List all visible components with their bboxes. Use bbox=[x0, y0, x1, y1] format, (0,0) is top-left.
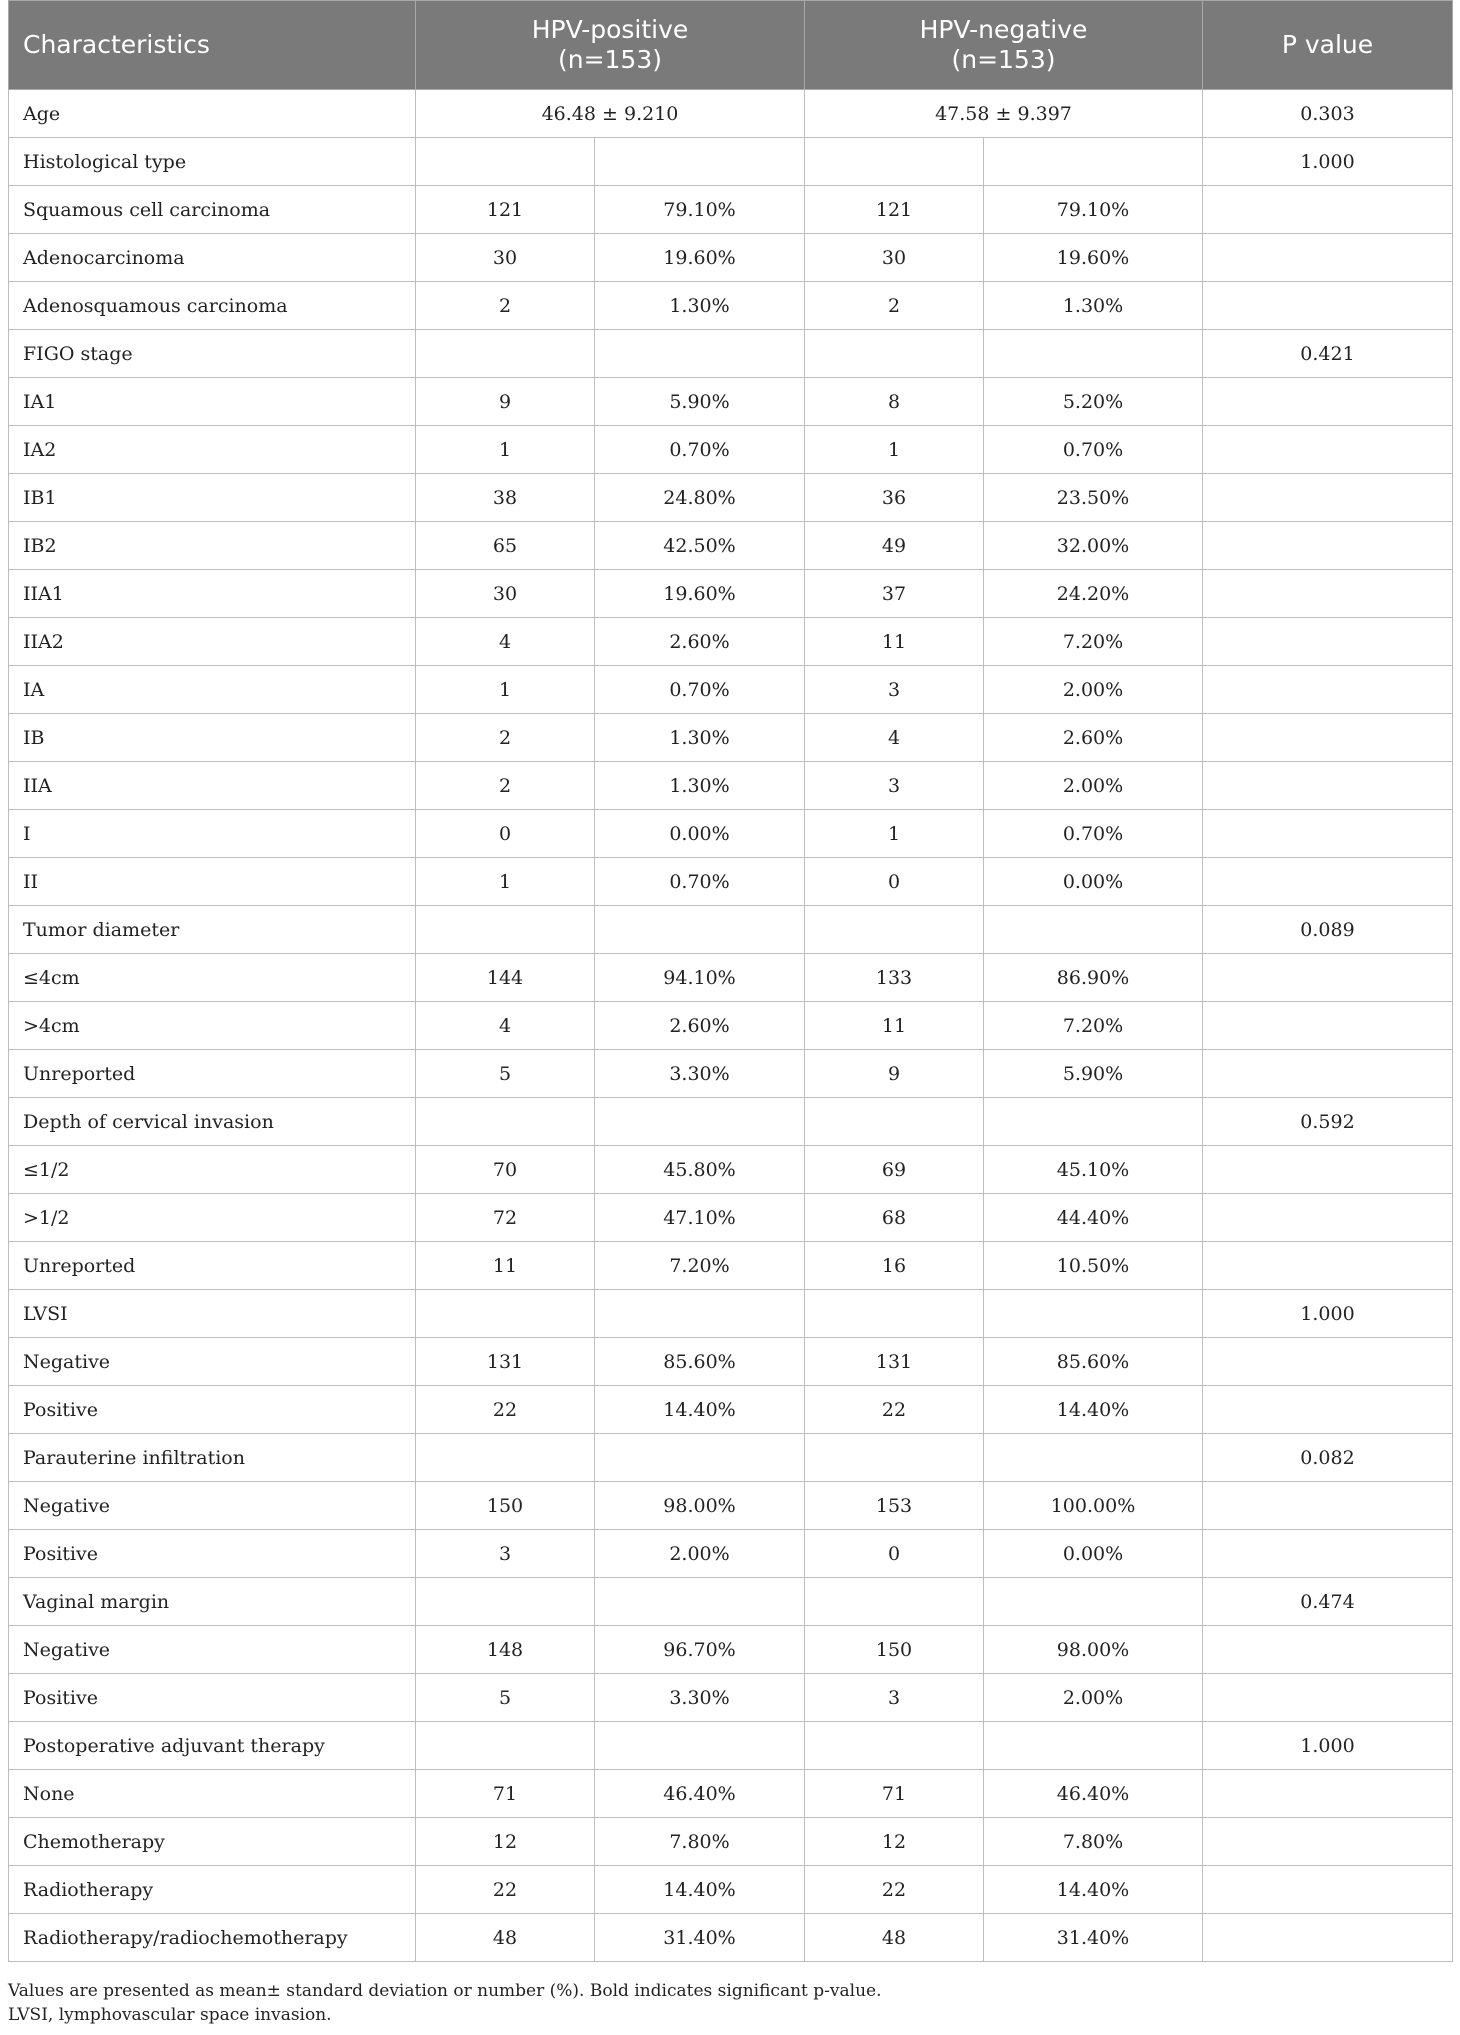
p-value: 0.592 bbox=[1203, 1098, 1453, 1146]
hpv-negative-count: 121 bbox=[805, 186, 984, 234]
hpv-positive-count: 4 bbox=[416, 1002, 595, 1050]
table-row bbox=[9, 1674, 1453, 1722]
row-label: LVSI bbox=[9, 1290, 416, 1338]
hpv-negative-count: 69 bbox=[805, 1146, 984, 1194]
hpv-negative-percent: 0.70% bbox=[984, 810, 1203, 858]
p-value bbox=[1203, 858, 1453, 906]
row-label: Positive bbox=[9, 1530, 416, 1578]
hpv-negative-count: 8 bbox=[805, 378, 984, 426]
hpv-positive-count: 4 bbox=[416, 618, 595, 666]
hpv-negative-percent: 14.40% bbox=[984, 1386, 1203, 1434]
row-label: Positive bbox=[9, 1386, 416, 1434]
hpv-negative-count: 11 bbox=[805, 618, 984, 666]
hpv-negative-percent: 23.50% bbox=[984, 474, 1203, 522]
p-value: 1.000 bbox=[1203, 1290, 1453, 1338]
table-row bbox=[9, 1818, 1453, 1866]
hpv-positive-percent: 5.90% bbox=[595, 378, 805, 426]
p-value bbox=[1203, 378, 1453, 426]
hpv-positive-count: 5 bbox=[416, 1674, 595, 1722]
hpv-positive-count bbox=[416, 1434, 595, 1482]
row-label: IB2 bbox=[9, 522, 416, 570]
hpv-negative-count: 4 bbox=[805, 714, 984, 762]
hpv-negative-count bbox=[805, 1434, 984, 1482]
table-footnotes bbox=[8, 1979, 1452, 2027]
row-label: IIA bbox=[9, 762, 416, 810]
hpv-positive-count: 22 bbox=[416, 1386, 595, 1434]
age-p-value: 0.303 bbox=[1203, 90, 1453, 138]
header-hpv-negative-label: HPV-negative bbox=[919, 15, 1088, 44]
hpv-negative-count: 2 bbox=[805, 282, 984, 330]
row-label: ≤4cm bbox=[9, 954, 416, 1002]
hpv-positive-percent bbox=[595, 330, 805, 378]
row-label: >1/2 bbox=[9, 1194, 416, 1242]
p-value bbox=[1203, 1050, 1453, 1098]
table-row bbox=[9, 954, 1453, 1002]
hpv-positive-percent: 0.70% bbox=[595, 858, 805, 906]
table-row bbox=[9, 1146, 1453, 1194]
row-label: Negative bbox=[9, 1626, 416, 1674]
table-row bbox=[9, 1386, 1453, 1434]
age-hpv-positive: 46.48 ± 9.210 bbox=[416, 90, 805, 138]
row-label: Parauterine infiltration bbox=[9, 1434, 416, 1482]
table-row bbox=[9, 378, 1453, 426]
p-value: 0.474 bbox=[1203, 1578, 1453, 1626]
hpv-negative-percent: 32.00% bbox=[984, 522, 1203, 570]
hpv-positive-count: 70 bbox=[416, 1146, 595, 1194]
hpv-negative-percent: 31.40% bbox=[984, 1914, 1203, 1962]
p-value bbox=[1203, 1674, 1453, 1722]
hpv-positive-percent: 2.60% bbox=[595, 1002, 805, 1050]
footnote-lvsi: LVSI, lymphovascular space invasion. bbox=[8, 2005, 332, 2025]
p-value bbox=[1203, 762, 1453, 810]
row-label: IIA2 bbox=[9, 618, 416, 666]
hpv-negative-percent bbox=[984, 906, 1203, 954]
table-row bbox=[9, 906, 1453, 954]
hpv-positive-count: 1 bbox=[416, 426, 595, 474]
p-value bbox=[1203, 810, 1453, 858]
hpv-positive-percent: 45.80% bbox=[595, 1146, 805, 1194]
hpv-positive-count: 30 bbox=[416, 570, 595, 618]
hpv-negative-percent: 7.80% bbox=[984, 1818, 1203, 1866]
hpv-positive-count: 121 bbox=[416, 186, 595, 234]
row-label: Positive bbox=[9, 1674, 416, 1722]
table-row bbox=[9, 714, 1453, 762]
hpv-positive-percent: 85.60% bbox=[595, 1338, 805, 1386]
hpv-negative-count: 0 bbox=[805, 1530, 984, 1578]
hpv-positive-count: 72 bbox=[416, 1194, 595, 1242]
row-label: Negative bbox=[9, 1338, 416, 1386]
p-value bbox=[1203, 1242, 1453, 1290]
hpv-negative-percent: 7.20% bbox=[984, 618, 1203, 666]
hpv-negative-percent: 46.40% bbox=[984, 1770, 1203, 1818]
hpv-negative-percent: 44.40% bbox=[984, 1194, 1203, 1242]
hpv-negative-count: 150 bbox=[805, 1626, 984, 1674]
hpv-negative-count: 22 bbox=[805, 1866, 984, 1914]
header-hpv-positive-count: (n=153) bbox=[557, 45, 663, 74]
p-value bbox=[1203, 1482, 1453, 1530]
row-label: Depth of cervical invasion bbox=[9, 1098, 416, 1146]
hpv-negative-count: 36 bbox=[805, 474, 984, 522]
hpv-positive-percent: 2.00% bbox=[595, 1530, 805, 1578]
hpv-negative-count: 16 bbox=[805, 1242, 984, 1290]
table-row bbox=[9, 522, 1453, 570]
table-row bbox=[9, 330, 1453, 378]
p-value bbox=[1203, 1818, 1453, 1866]
header-p-value: P value bbox=[1203, 1, 1453, 90]
table-row bbox=[9, 1290, 1453, 1338]
hpv-positive-percent: 7.20% bbox=[595, 1242, 805, 1290]
hpv-positive-count: 1 bbox=[416, 666, 595, 714]
row-label: None bbox=[9, 1770, 416, 1818]
p-value: 0.421 bbox=[1203, 330, 1453, 378]
hpv-positive-percent bbox=[595, 138, 805, 186]
hpv-positive-percent: 3.30% bbox=[595, 1050, 805, 1098]
hpv-negative-count: 12 bbox=[805, 1818, 984, 1866]
row-label: Unreported bbox=[9, 1242, 416, 1290]
row-label: Radiotherapy bbox=[9, 1866, 416, 1914]
hpv-negative-count: 30 bbox=[805, 234, 984, 282]
hpv-negative-percent: 1.30% bbox=[984, 282, 1203, 330]
hpv-negative-percent: 2.60% bbox=[984, 714, 1203, 762]
table-row bbox=[9, 1002, 1453, 1050]
hpv-positive-percent: 14.40% bbox=[595, 1386, 805, 1434]
hpv-positive-count: 38 bbox=[416, 474, 595, 522]
table-row bbox=[9, 618, 1453, 666]
hpv-positive-count: 148 bbox=[416, 1626, 595, 1674]
hpv-positive-count: 30 bbox=[416, 234, 595, 282]
hpv-negative-percent: 10.50% bbox=[984, 1242, 1203, 1290]
hpv-positive-percent: 3.30% bbox=[595, 1674, 805, 1722]
row-label: Radiotherapy/radiochemotherapy bbox=[9, 1914, 416, 1962]
hpv-negative-count: 1 bbox=[805, 426, 984, 474]
hpv-negative-count bbox=[805, 906, 984, 954]
hpv-negative-percent: 2.00% bbox=[984, 666, 1203, 714]
table-row bbox=[9, 1338, 1453, 1386]
header-hpv-negative-count: (n=153) bbox=[951, 45, 1056, 74]
age-hpv-negative: 47.58 ± 9.397 bbox=[805, 90, 1203, 138]
hpv-negative-count bbox=[805, 330, 984, 378]
hpv-positive-percent: 7.80% bbox=[595, 1818, 805, 1866]
hpv-positive-percent: 79.10% bbox=[595, 186, 805, 234]
hpv-positive-count bbox=[416, 1290, 595, 1338]
hpv-negative-percent: 14.40% bbox=[984, 1866, 1203, 1914]
hpv-negative-percent: 24.20% bbox=[984, 570, 1203, 618]
row-label: IA bbox=[9, 666, 416, 714]
hpv-positive-count: 1 bbox=[416, 858, 595, 906]
hpv-negative-count: 3 bbox=[805, 762, 984, 810]
hpv-positive-count: 65 bbox=[416, 522, 595, 570]
table-row bbox=[9, 1722, 1453, 1770]
p-value: 1.000 bbox=[1203, 1722, 1453, 1770]
hpv-negative-percent: 2.00% bbox=[984, 762, 1203, 810]
hpv-negative-percent: 5.90% bbox=[984, 1050, 1203, 1098]
hpv-negative-count bbox=[805, 1578, 984, 1626]
hpv-positive-percent: 0.70% bbox=[595, 426, 805, 474]
hpv-negative-count: 22 bbox=[805, 1386, 984, 1434]
table-row bbox=[9, 186, 1453, 234]
hpv-negative-percent: 5.20% bbox=[984, 378, 1203, 426]
p-value bbox=[1203, 1194, 1453, 1242]
table-row-age bbox=[9, 90, 1453, 138]
hpv-positive-percent: 1.30% bbox=[595, 282, 805, 330]
hpv-positive-count: 150 bbox=[416, 1482, 595, 1530]
hpv-positive-percent: 96.70% bbox=[595, 1626, 805, 1674]
table-row bbox=[9, 810, 1453, 858]
hpv-negative-percent bbox=[984, 1290, 1203, 1338]
hpv-positive-count: 71 bbox=[416, 1770, 595, 1818]
p-value bbox=[1203, 1914, 1453, 1962]
hpv-negative-percent: 85.60% bbox=[984, 1338, 1203, 1386]
hpv-negative-count: 0 bbox=[805, 858, 984, 906]
row-label: IA1 bbox=[9, 378, 416, 426]
header-hpv-positive-label: HPV-positive bbox=[531, 15, 689, 44]
row-label: ≤1/2 bbox=[9, 1146, 416, 1194]
hpv-positive-count: 48 bbox=[416, 1914, 595, 1962]
row-label: IIA1 bbox=[9, 570, 416, 618]
hpv-negative-count bbox=[805, 1290, 984, 1338]
row-label: >4cm bbox=[9, 1002, 416, 1050]
hpv-negative-percent: 86.90% bbox=[984, 954, 1203, 1002]
table-row bbox=[9, 1866, 1453, 1914]
hpv-negative-count: 133 bbox=[805, 954, 984, 1002]
row-label: FIGO stage bbox=[9, 330, 416, 378]
hpv-negative-count: 48 bbox=[805, 1914, 984, 1962]
hpv-positive-percent bbox=[595, 1290, 805, 1338]
row-label: IB1 bbox=[9, 474, 416, 522]
hpv-positive-count bbox=[416, 1098, 595, 1146]
hpv-negative-count: 131 bbox=[805, 1338, 984, 1386]
row-label: Adenosquamous carcinoma bbox=[9, 282, 416, 330]
table-row bbox=[9, 1914, 1453, 1962]
row-label: IB bbox=[9, 714, 416, 762]
table-row bbox=[9, 570, 1453, 618]
row-label: Age bbox=[9, 90, 416, 138]
header-hpv-positive bbox=[416, 1, 805, 90]
hpv-positive-percent: 24.80% bbox=[595, 474, 805, 522]
hpv-negative-percent bbox=[984, 330, 1203, 378]
table-row bbox=[9, 1530, 1453, 1578]
hpv-positive-percent: 0.70% bbox=[595, 666, 805, 714]
hpv-positive-percent: 19.60% bbox=[595, 234, 805, 282]
table-row bbox=[9, 138, 1453, 186]
p-value bbox=[1203, 186, 1453, 234]
row-label: Squamous cell carcinoma bbox=[9, 186, 416, 234]
table-container bbox=[8, 0, 1452, 1962]
hpv-negative-percent: 19.60% bbox=[984, 234, 1203, 282]
p-value bbox=[1203, 954, 1453, 1002]
hpv-positive-percent: 2.60% bbox=[595, 618, 805, 666]
hpv-positive-percent bbox=[595, 1098, 805, 1146]
header-hpv-negative bbox=[805, 1, 1203, 90]
hpv-positive-count: 11 bbox=[416, 1242, 595, 1290]
p-value bbox=[1203, 1146, 1453, 1194]
p-value bbox=[1203, 1866, 1453, 1914]
p-value bbox=[1203, 1530, 1453, 1578]
row-label: I bbox=[9, 810, 416, 858]
hpv-negative-percent: 7.20% bbox=[984, 1002, 1203, 1050]
table-row bbox=[9, 1578, 1453, 1626]
hpv-positive-count: 131 bbox=[416, 1338, 595, 1386]
hpv-negative-percent bbox=[984, 1098, 1203, 1146]
row-label: Negative bbox=[9, 1482, 416, 1530]
hpv-positive-percent: 14.40% bbox=[595, 1866, 805, 1914]
hpv-positive-count: 12 bbox=[416, 1818, 595, 1866]
hpv-negative-count: 71 bbox=[805, 1770, 984, 1818]
table-row bbox=[9, 1242, 1453, 1290]
p-value bbox=[1203, 570, 1453, 618]
hpv-negative-count: 49 bbox=[805, 522, 984, 570]
hpv-negative-percent: 0.70% bbox=[984, 426, 1203, 474]
hpv-negative-count: 3 bbox=[805, 1674, 984, 1722]
hpv-positive-percent bbox=[595, 1434, 805, 1482]
table-row bbox=[9, 1434, 1453, 1482]
hpv-positive-count: 2 bbox=[416, 282, 595, 330]
hpv-negative-count: 9 bbox=[805, 1050, 984, 1098]
hpv-positive-percent: 1.30% bbox=[595, 714, 805, 762]
hpv-positive-percent: 19.60% bbox=[595, 570, 805, 618]
hpv-negative-count bbox=[805, 1098, 984, 1146]
table-row bbox=[9, 762, 1453, 810]
hpv-positive-count bbox=[416, 330, 595, 378]
p-value bbox=[1203, 234, 1453, 282]
p-value bbox=[1203, 666, 1453, 714]
hpv-positive-percent: 47.10% bbox=[595, 1194, 805, 1242]
p-value: 0.082 bbox=[1203, 1434, 1453, 1482]
p-value bbox=[1203, 1626, 1453, 1674]
table-row bbox=[9, 234, 1453, 282]
hpv-positive-count: 2 bbox=[416, 762, 595, 810]
table-row bbox=[9, 1194, 1453, 1242]
row-label: Tumor diameter bbox=[9, 906, 416, 954]
hpv-negative-count bbox=[805, 1722, 984, 1770]
hpv-positive-percent bbox=[595, 906, 805, 954]
hpv-positive-count: 2 bbox=[416, 714, 595, 762]
hpv-positive-count: 144 bbox=[416, 954, 595, 1002]
row-label: Histological type bbox=[9, 138, 416, 186]
hpv-negative-percent bbox=[984, 1722, 1203, 1770]
table-row bbox=[9, 1098, 1453, 1146]
p-value bbox=[1203, 522, 1453, 570]
table-row bbox=[9, 666, 1453, 714]
hpv-negative-percent: 98.00% bbox=[984, 1626, 1203, 1674]
hpv-positive-percent: 31.40% bbox=[595, 1914, 805, 1962]
hpv-positive-count bbox=[416, 1722, 595, 1770]
hpv-negative-count: 1 bbox=[805, 810, 984, 858]
table-row bbox=[9, 1626, 1453, 1674]
hpv-negative-percent bbox=[984, 1434, 1203, 1482]
hpv-negative-percent: 45.10% bbox=[984, 1146, 1203, 1194]
p-value bbox=[1203, 474, 1453, 522]
hpv-positive-count: 9 bbox=[416, 378, 595, 426]
hpv-positive-percent: 94.10% bbox=[595, 954, 805, 1002]
p-value bbox=[1203, 1338, 1453, 1386]
table-row bbox=[9, 426, 1453, 474]
hpv-positive-percent: 46.40% bbox=[595, 1770, 805, 1818]
table-row bbox=[9, 1482, 1453, 1530]
p-value bbox=[1203, 1386, 1453, 1434]
characteristics-table bbox=[8, 0, 1453, 1962]
hpv-negative-percent: 0.00% bbox=[984, 1530, 1203, 1578]
hpv-positive-count bbox=[416, 138, 595, 186]
hpv-negative-count: 37 bbox=[805, 570, 984, 618]
hpv-negative-percent: 0.00% bbox=[984, 858, 1203, 906]
hpv-positive-percent: 0.00% bbox=[595, 810, 805, 858]
hpv-positive-count bbox=[416, 1578, 595, 1626]
footnote-values: Values are presented as mean± standard deviation or number (%). Bold indicates significant p-value. bbox=[8, 1981, 882, 2001]
row-label: IA2 bbox=[9, 426, 416, 474]
row-label: Chemotherapy bbox=[9, 1818, 416, 1866]
hpv-positive-count: 22 bbox=[416, 1866, 595, 1914]
hpv-negative-count: 153 bbox=[805, 1482, 984, 1530]
table-row bbox=[9, 858, 1453, 906]
p-value bbox=[1203, 1770, 1453, 1818]
table-row bbox=[9, 1050, 1453, 1098]
hpv-positive-percent: 1.30% bbox=[595, 762, 805, 810]
hpv-positive-percent: 42.50% bbox=[595, 522, 805, 570]
table-row bbox=[9, 474, 1453, 522]
row-label: Vaginal margin bbox=[9, 1578, 416, 1626]
hpv-negative-count: 68 bbox=[805, 1194, 984, 1242]
hpv-positive-percent: 98.00% bbox=[595, 1482, 805, 1530]
p-value: 1.000 bbox=[1203, 138, 1453, 186]
hpv-positive-count: 0 bbox=[416, 810, 595, 858]
hpv-negative-percent bbox=[984, 138, 1203, 186]
table-row bbox=[9, 1770, 1453, 1818]
hpv-negative-count: 3 bbox=[805, 666, 984, 714]
hpv-negative-percent bbox=[984, 1578, 1203, 1626]
hpv-positive-count: 5 bbox=[416, 1050, 595, 1098]
table-row bbox=[9, 282, 1453, 330]
row-label: II bbox=[9, 858, 416, 906]
row-label: Adenocarcinoma bbox=[9, 234, 416, 282]
p-value bbox=[1203, 618, 1453, 666]
hpv-negative-count bbox=[805, 138, 984, 186]
header-characteristics: Characteristics bbox=[9, 1, 416, 90]
p-value bbox=[1203, 1002, 1453, 1050]
hpv-negative-percent: 100.00% bbox=[984, 1482, 1203, 1530]
header-row bbox=[9, 1, 1453, 90]
hpv-positive-count: 3 bbox=[416, 1530, 595, 1578]
row-label: Unreported bbox=[9, 1050, 416, 1098]
p-value bbox=[1203, 282, 1453, 330]
hpv-positive-percent bbox=[595, 1578, 805, 1626]
hpv-positive-count bbox=[416, 906, 595, 954]
p-value bbox=[1203, 714, 1453, 762]
hpv-negative-percent: 79.10% bbox=[984, 186, 1203, 234]
hpv-negative-count: 11 bbox=[805, 1002, 984, 1050]
row-label: Postoperative adjuvant therapy bbox=[9, 1722, 416, 1770]
p-value: 0.089 bbox=[1203, 906, 1453, 954]
hpv-negative-percent: 2.00% bbox=[984, 1674, 1203, 1722]
p-value bbox=[1203, 426, 1453, 474]
hpv-positive-percent bbox=[595, 1722, 805, 1770]
